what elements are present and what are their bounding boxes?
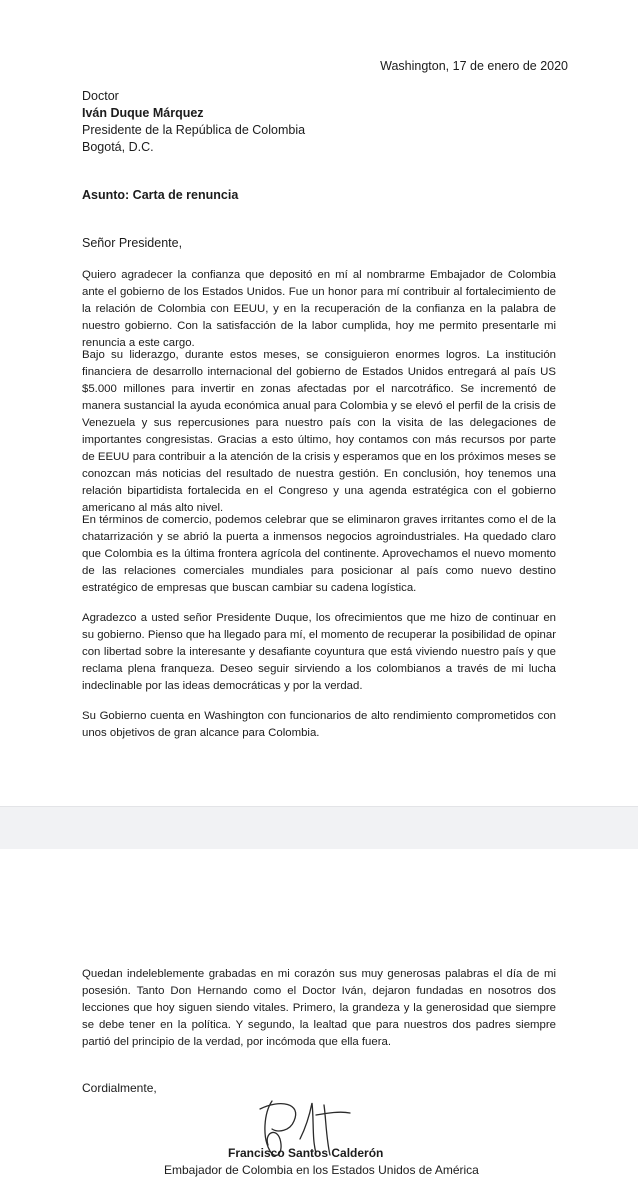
- paragraph: Bajo su liderazgo, durante estos meses, se consiguieron enormes logros. La institución financiera de desarrollo internacional del gobierno de Estados Unidos entregará al país US $5.000 millones para invertir en zonas afectadas por el narcotráfico. Se incrementó de manera sustancial la ayuda económica anual para Colombia y se elevó el perfil de la crisis de Venezuela y sus repercusiones para nuestro país con la visita de las delegaciones de importantes congresistas. Gracias a esto último, hoy contamos con más recursos por parte de EEUU para contribuir a la atención de la crisis y esperamos que en los próximos meses se conozcan más noticias del resultado de nuestra gestión. En conclusión, hoy tenemos una relación bipartidista fortalecida en el Congreso y una agenda estratégica con el gobierno americano al más alto nivel.: [82, 349, 556, 514]
- letter-greeting: Señor Presidente,: [82, 236, 183, 250]
- paragraph: Quiero agradecer la confianza que depositó en mí al nombrarme Embajador de Colombia ante el gobierno de los Estados Unidos. Fue un honor para mí contribuir al fortalecimiento de la relación de Colombia con EEUU, y en la recuperación de la confianza en la palabra de nuestro gobierno. Con la satisfacción de la labor cumplida, hoy me permito presentarle mi renuncia a este cargo.: [82, 269, 556, 349]
- letter-closing: Cordialmente,: [82, 1081, 157, 1095]
- page-break: [0, 806, 638, 850]
- letter-subject: Asunto: Carta de renuncia: [82, 188, 239, 202]
- signer-name: Francisco Santos Calderón: [228, 1146, 384, 1160]
- recipient-title: Presidente de la República de Colombia: [82, 123, 306, 137]
- paragraph: Su Gobierno cuenta en Washington con funcionarios de alto rendimiento comprometidos con unos objetivos de gran alcance para Colombia.: [82, 710, 556, 739]
- recipient-salutation: Doctor: [82, 89, 119, 103]
- recipient-name: Iván Duque Márquez: [82, 106, 204, 120]
- letter-date: Washington, 17 de enero de 2020: [380, 59, 568, 73]
- recipient-block: [82, 88, 305, 156]
- paragraph: Quedan indeleblemente grabadas en mi corazón sus muy generosas palabras el día de mi posesión. Tanto Don Hernando como el Doctor Iván, dejaron fundadas en nosotros dos lecciones que hoy siguen siendo vitales. Primero, la grandeza y la generosidad que siempre se debe tener en la política. Y segundo, la lealtad que para nuestros dos padres siempre partió del principio de la verdad, por incómoda que ella fuera.: [82, 968, 556, 1048]
- paragraph: En términos de comercio, podemos celebrar que se eliminaron graves irritantes como el de la chatarrización y se abrió la puerta a inmensos negocios agroindustriales. Ha quedado claro que Colombia es la última frontera agrícola del continente. Aprovechamos el nuevo momento de las relaciones comerciales mundiales para posicionar al país como nuevo destino estratégico de empresas que buscan cambiar su cadena logística.: [82, 514, 556, 594]
- signer-title: Embajador de Colombia en los Estados Unidos de América: [164, 1163, 479, 1177]
- paragraph: Agradezco a usted señor Presidente Duque, los ofrecimientos que me hizo de continuar en su gobierno. Pienso que ha llegado para mí, el momento de recuperar la posibilidad de opinar con libertad sobre la interesante y desafiante coyuntura que está viviendo nuestro país y que reclama plena franqueza. Deseo seguir sirviendo a los colombianos a través de mi lucha indeclinable por las ideas democráticas y por la verdad.: [82, 612, 556, 692]
- recipient-city: Bogotá, D.C.: [82, 140, 154, 154]
